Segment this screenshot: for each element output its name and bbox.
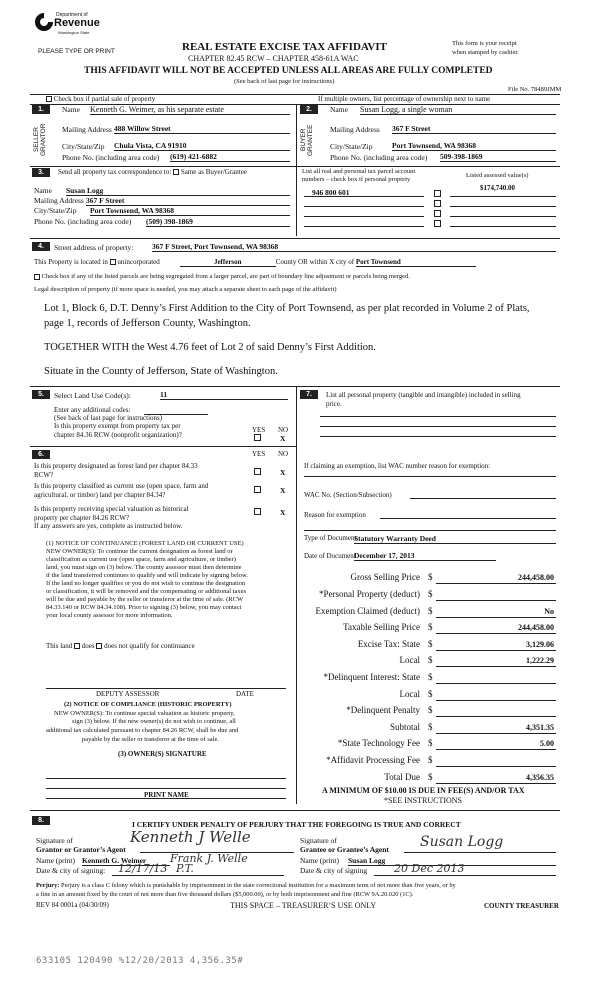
assessed-label: Listed assessed value(s) [466, 172, 529, 179]
grantee-sig-label: Signature of [300, 836, 337, 845]
historic-no-answer: X [280, 508, 286, 517]
fee-label: Excise Tax: State [357, 639, 420, 649]
legal-description-line-4: Situate in the County of Jefferson, State of Washington. [44, 366, 278, 377]
revenue-logo [34, 8, 100, 36]
grantor-name-label: Name (print) [36, 856, 75, 865]
buyer-city-label: City/State/Zip [330, 142, 373, 151]
minimum-due-note: A MINIMUM OF $10.00 IS DUE IN FEE(S) AND/OR TAX [322, 786, 525, 795]
section-2-badge: 2. [300, 105, 318, 114]
fee-currency: $ [428, 606, 433, 616]
tax-phone: (509) 398-1869 [146, 217, 290, 227]
notice-1-line-2: classification as current use (open space, farm and agriculture, or timber) [46, 556, 236, 563]
notice-2-line-1: NEW OWNER(S): To continue special valuation as historic property, [54, 710, 235, 717]
personal-property-label-2: price. [326, 400, 342, 408]
street-address-label: Street address of property: [54, 243, 134, 252]
parcel-label-1: List all real and personal tax parcel account [302, 168, 416, 175]
buyer-phone-label: Phone No. (including area code) [330, 153, 428, 162]
forest-no-answer: X [280, 468, 286, 477]
historic-question-1: Is this property receiving special valuation as historical [34, 505, 189, 513]
fee-currency: $ [428, 772, 433, 782]
segregated-checkbox[interactable] [34, 274, 40, 280]
buyer-phone: 509-398-1869 [440, 152, 556, 162]
grantor-signature: Kenneth J Welle [130, 828, 251, 846]
fee-label: Subtotal [389, 722, 420, 732]
fee-label: *Delinquent Interest: State [323, 672, 420, 682]
grantor-agent-label: Grantor or Grantor’s Agent [36, 845, 126, 854]
grantor-name: Kenneth G. Weimer [82, 856, 170, 866]
seller-grantor-label: SELLER GRANTOR [33, 123, 47, 157]
seller-name-label: Name [62, 105, 80, 114]
county-treasurer-label: COUNTY TREASURER [484, 902, 559, 910]
section-7-badge: 7. [300, 390, 318, 399]
document-date: December 17, 2013 [354, 551, 496, 561]
fee-value: 244,458.00 [518, 573, 554, 582]
fee-value: 4,351.35 [526, 723, 554, 732]
exempt-yes-header: YES [252, 426, 266, 434]
treasurer-stamp: 633105 120490 %12/20/2013 4,356.35# [36, 956, 244, 966]
notice-1-line-5: If the land no longer qualifies or you do not wish to continue the designation [46, 580, 246, 587]
buyer-name-label: Name [330, 105, 348, 114]
located-row: This Property is located in unincorporated Jefferson County OR within X city of Port Townsend [34, 258, 476, 267]
land-use-see-back: (See back of last page for instructions) [54, 414, 163, 422]
tax-mailing: 367 F Street [86, 196, 290, 206]
multi-owner-note: If multiple owners, list percentage of ownership next to name [318, 95, 491, 103]
personal-property-checkbox-3[interactable] [434, 210, 441, 217]
logo-swoosh-icon [34, 12, 54, 32]
form-title: REAL ESTATE EXCISE TAX AFFIDAVIT [182, 41, 387, 53]
fee-label: *Personal Property (deduct) [319, 589, 420, 599]
notice-2-line-3: additional tax calculated pursuant to chapter 84.26 RCW, shall be due and [46, 727, 239, 734]
deputy-date-label: DATE [236, 690, 254, 698]
fee-label: *Delinquent Penalty [346, 705, 420, 715]
personal-property-label-1: List all personal property (tangible and intangible) included in selling [326, 391, 521, 399]
fee-currency: $ [428, 705, 433, 715]
fee-label: *State Technology Fee [337, 738, 420, 748]
notice-1-line-4: if the land transferred continues to qualify and will indicate by signing below. [46, 572, 248, 579]
historic-question-2: property per chapter 84.26 RCW? [34, 514, 130, 522]
historic-yes-checkbox[interactable] [254, 508, 261, 515]
grantor-date: 12/17/13 [118, 862, 168, 875]
fee-value: No [544, 607, 554, 616]
land-does-checkbox[interactable] [74, 643, 80, 649]
fee-value: 5.00 [540, 739, 554, 748]
current-use-no-answer: X [280, 486, 286, 495]
fee-label: Total Due [384, 772, 420, 782]
land-use-label: Select Land Use Code(s): [54, 391, 131, 400]
current-use-question-1: Is this property classified as current use (open space, farm and [34, 482, 209, 490]
form-subtitle: CHAPTER 82.45 RCW – CHAPTER 458-61A WAC [188, 54, 359, 63]
tax-phone-label: Phone No. (including area code) [34, 217, 132, 226]
document-type-label: Type of Document [304, 534, 357, 542]
treasurer-space-label: THIS SPACE – TREASURER’S USE ONLY [230, 901, 377, 910]
buyer-name: Susan Logg, a single woman [360, 105, 556, 115]
deputy-assessor-label: DEPUTY ASSESSOR [96, 690, 160, 698]
grantor-city: P.T. [176, 862, 194, 875]
forest-yes-checkbox[interactable] [254, 468, 261, 475]
land-does-not-checkbox[interactable] [96, 643, 102, 649]
grantor-printed-signature: Frank J. Welle [170, 852, 248, 865]
county-name: Jefferson [180, 258, 276, 267]
notice-1-line-6: or classification, it will be removed and the compensating or additional taxes [46, 588, 246, 595]
exemption-claim-label: If claiming an exemption, list WAC number reason for exemption: [304, 462, 491, 470]
reason-label: Reason for exemption [304, 511, 366, 519]
fee-currency: $ [428, 755, 433, 765]
seller-city: Chula Vista, CA 91910 [114, 141, 290, 151]
print-name-label: PRINT NAME [144, 791, 189, 799]
buyer-mailing-label: Mailing Address [330, 125, 380, 134]
grantee-name-label: Name (print) [300, 856, 339, 865]
exempt-no-answer: X [280, 434, 286, 443]
seller-name: Kenneth G. Weimer, as his separate estate [90, 105, 290, 115]
sec6-no-header: NO [278, 450, 289, 458]
personal-property-checkbox-2[interactable] [434, 200, 441, 207]
section-5-badge: 5. [32, 390, 50, 399]
notice-1-line-1: NEW OWNER(S): To continue the current designation as forest land or [46, 548, 233, 555]
grantee-date-label: Date & city of signing [300, 866, 368, 875]
exempt-question-1: Is this property exempt from property tax per [54, 422, 181, 430]
fee-label: Local [399, 689, 420, 699]
grantee-name: Susan Logg [348, 856, 556, 866]
owner-signature-label: (3) OWNER(S) SIGNATURE [118, 750, 207, 758]
notice-continuance-title: (1) NOTICE OF CONTINUANCE (FOREST LAND OR CURRENT USE) [46, 540, 244, 547]
parcel-number: 946 800 601 [312, 188, 350, 197]
current-use-question-2: agricultural, or timber) land per chapter 84.34? [34, 491, 166, 499]
warning-banner: THIS AFFIDAVIT WILL NOT BE ACCEPTED UNLESS ALL AREAS ARE FULLY COMPLETED [84, 66, 493, 76]
send-correspondence-label: Send all property tax correspondence to: Same as Buyer/Grantee [58, 168, 247, 176]
fee-currency: $ [428, 572, 433, 582]
legal-description-label: Legal description of property (if more space is needed, you may attach a separate sheet to each page of the affidavit) [34, 286, 337, 293]
grantee-agent-label: Grantee or Grantee’s Agent [300, 845, 389, 854]
grantor-sig-label: Signature of [36, 836, 73, 845]
fee-value: 3,129.06 [526, 640, 554, 649]
yes-instructions: If any answers are yes, complete as instructed below. [34, 522, 183, 530]
fee-value: 244,458.00 [518, 623, 554, 632]
file-number: File No. 78489JMM [508, 86, 562, 93]
buyer-mailing: 367 F Street [392, 124, 556, 134]
logo-dept: Department of [56, 12, 88, 18]
seller-city-label: City/State/Zip [62, 142, 105, 151]
section-1-badge: 1. [32, 105, 50, 114]
partial-sale-checkbox-row[interactable]: Check box if partial sale of property [46, 95, 155, 103]
section-6-badge: 6. [32, 450, 50, 459]
sec6-yes-header: YES [252, 450, 266, 458]
section-8-badge: 8. [32, 816, 50, 825]
fee-currency: $ [428, 738, 433, 748]
notice-1-line-7: will be due and payable by the seller or transferor at the time of sale. (RCW [46, 596, 244, 603]
partial-sale-checkbox[interactable] [46, 96, 52, 102]
fee-currency: $ [428, 722, 433, 732]
notice-2-line-4: payable by the seller or transferor at the time of sale. [82, 736, 219, 743]
seller-phone: (619) 421-6882 [170, 152, 290, 162]
perjury-note-1: Perjury: Perjury is a class C felony which is punishable by imprisonment in the state correctional institution for a maximum term of not more than five years, or by [36, 882, 456, 889]
fee-label: *Affidavit Processing Fee [326, 755, 420, 765]
same-as-buyer-checkbox[interactable] [173, 169, 179, 175]
form-revision: REV 84 0001a (04/30/09) [36, 901, 109, 909]
segregated-row: Check box if any of the listed parcels are being segregated from a larger parcel, are part of boundary line adjustment or parcels being merged. [34, 273, 410, 280]
seller-mailing: 488 Willow Street [114, 124, 290, 134]
grantee-date: 20 Dec 2013 [394, 862, 465, 875]
receipt-note-1: This form is your receipt [452, 40, 517, 47]
notice-1-line-3: land, you must sign on (3) below. The county assessor must then determine [46, 564, 242, 571]
notice-1-line-9: your local county assessor for more information. [46, 612, 173, 619]
please-type: PLEASE TYPE OR PRINT [38, 48, 115, 55]
legal-description-line-2: page 1, records of Jefferson County, Washington. [44, 318, 251, 329]
logo-name: Revenue [54, 17, 100, 29]
personal-property-checkbox-4[interactable] [434, 220, 441, 227]
legal-description-line-3: TOGETHER WITH the West 4.76 feet of Lot 2 of said Denny’s First Addition. [44, 342, 376, 353]
legal-description-line-1: Lot 1, Block 6, D.T. Denny’s First Addition to the City of Port Townsend, as per plat recorded in Volume 2 of Plats, [44, 303, 530, 314]
logo-state: Washington State [58, 30, 90, 35]
fee-currency: $ [428, 622, 433, 632]
fee-currency: $ [428, 689, 433, 699]
see-instructions-note: *SEE INSTRUCTIONS [384, 796, 463, 805]
fee-label: Taxable Selling Price [343, 622, 420, 632]
section-4-badge: 4. [32, 242, 50, 251]
fee-currency: $ [428, 589, 433, 599]
fee-label: Exemption Claimed (deduct) [315, 606, 420, 616]
fee-label: Local [399, 655, 420, 665]
parcel-label-2: numbers – check box if personal property [302, 176, 411, 183]
current-use-yes-checkbox[interactable] [254, 486, 261, 493]
street-address: 367 F Street, Port Townsend, WA 98368 [152, 242, 556, 252]
tax-name-label: Name [34, 186, 52, 195]
buyer-city: Port Townsend, WA 98368 [392, 141, 556, 151]
wac-label: WAC No. (Section/Subsection) [304, 491, 392, 499]
fee-currency: $ [428, 639, 433, 649]
tax-name: Susan Logg [66, 186, 290, 196]
perjury-note-2: a fine in an amount fixed by the court of not more than five thousand dollars ($5,000.00), or by both imprisonment and fine (RCW 9A.20.020 (1C). [36, 891, 414, 898]
section-3-badge: 3. [32, 168, 50, 177]
exempt-yes-checkbox[interactable] [254, 434, 261, 441]
document-type: Statutory Warranty Deed [354, 534, 556, 544]
grantee-signature: Susan Logg [420, 834, 504, 850]
exempt-no-header: NO [278, 426, 289, 434]
additional-codes-label: Enter any additional codes: [54, 406, 131, 414]
qualify-row: This land does does not qualify for continuance [46, 642, 195, 650]
city-name: Port Townsend [356, 258, 476, 267]
unincorporated-checkbox[interactable] [110, 259, 116, 265]
tax-city-label: City/State/Zip [34, 206, 77, 215]
fee-label: Gross Selling Price [350, 572, 420, 582]
seller-mailing-label: Mailing Address [62, 125, 112, 134]
fee-currency: $ [428, 672, 433, 682]
forest-question-1: Is this property designated as forest land per chapter 84.33 [34, 462, 198, 470]
land-use-code: 11 [160, 390, 288, 400]
document-date-label: Date of Document [304, 552, 356, 560]
fee-currency: $ [428, 655, 433, 665]
grantor-date-label: Date & city of signing: [36, 866, 106, 875]
seller-phone-label: Phone No. (including area code) [62, 153, 160, 162]
fee-value: 1,222.29 [526, 656, 554, 665]
personal-property-checkbox-1[interactable] [434, 190, 441, 197]
receipt-note-2: when stamped by cashier. [452, 49, 519, 56]
notice-compliance-title: (2) NOTICE OF COMPLIANCE (HISTORIC PROPERTY) [64, 701, 232, 708]
notice-1-line-8: 84.33.140 or RCW 84.34.108). Prior to signing (3) below, you may contact [46, 604, 242, 611]
notice-2-line-2: sign (3) below. If the new owner(s) do not wish to continue, all [72, 718, 236, 725]
certify-statement: I CERTIFY UNDER PENALTY OF PERJURY THAT THE FOREGOING IS TRUE AND CORRECT [132, 820, 461, 829]
forest-question-2: RCW? [34, 471, 54, 479]
buyer-grantee-label: BUYER GRANTEE [300, 124, 314, 156]
tax-city: Port Townsend, WA 98368 [90, 206, 290, 216]
assessed-value: $174,740.00 [480, 184, 515, 192]
exempt-question-2: chapter 84.36 RCW (nonprofit organization)? [54, 431, 182, 439]
tax-mailing-label: Mailing Address [34, 196, 84, 205]
see-back-note: (See back of last page for instructions) [234, 78, 335, 85]
fee-value: 4,356.35 [526, 773, 554, 782]
